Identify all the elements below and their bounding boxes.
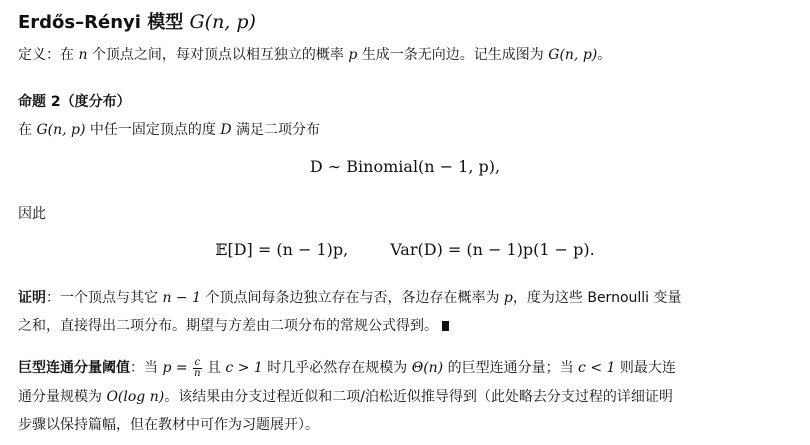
proposition-statement: [18, 119, 320, 139]
giant-cond-2: c < 1: [578, 360, 616, 376]
proposition-graph: G(n, p): [36, 122, 86, 138]
giant-text-5: 则最大连: [619, 360, 676, 376]
title-text: Erdős–Rényi 模型: [18, 12, 184, 33]
proof-text-4: 之和，直接得出二项分布。期望与方差由二项分布的常规公式得到。: [18, 318, 438, 334]
giant-fraction: [193, 358, 201, 379]
binomial-formula: D ∼ Binomial(n − 1, p),: [309, 157, 501, 176]
giant-text-4: 的巨型连通分量；当: [447, 360, 574, 376]
proposition-text-1: 在: [18, 122, 32, 138]
giant-line-3: 步骤以保持篇幅，但在教材中可作为习题展开）。: [18, 417, 319, 433]
proof-expr: n − 1: [162, 290, 202, 306]
proposition-text-2: 中任一固定顶点的度: [89, 122, 216, 138]
definition-text-2: 个顶点之间，每对顶点以相互独立的概率: [91, 47, 344, 63]
title-math: G(n, p): [189, 11, 256, 33]
giant-text-3: 时几乎必然存在规模为: [267, 360, 408, 376]
giant-text-7: 。该结果由分支过程近似和二项/泊松近似推导得到（此处略去分支过程的详细证明: [164, 389, 673, 405]
fraction-denominator: n: [194, 367, 201, 379]
definition-label: 定义：: [18, 47, 60, 63]
proposition-text-3: 满足二项分布: [236, 122, 321, 138]
proof-p: p: [503, 290, 513, 306]
proposition-heading: 命题 2（度分布）: [18, 94, 131, 110]
definition-n: n: [78, 47, 88, 63]
moments-formula: [0, 240, 810, 259]
giant-text-2: 且: [206, 360, 221, 376]
giant-text-6: 通分量规模为: [18, 389, 102, 405]
definition-line: [18, 44, 611, 64]
variance-formula: Var(D) = (n − 1)p(1 − p).: [390, 240, 595, 259]
proof-text-3: ，度为这些 Bernoulli 变量: [512, 290, 682, 306]
expectation-formula: 𝔼[D] = (n − 1)p,: [215, 240, 349, 259]
proof-text-1: ：一个顶点与其它: [46, 290, 158, 306]
giant-bigO: O(log n): [106, 389, 165, 405]
giant-text-1: ：当: [130, 360, 158, 376]
fraction-numerator: c: [194, 356, 201, 368]
giant-cond-1: c > 1: [225, 360, 263, 376]
qed-square-icon: [442, 321, 449, 331]
giant-label: 巨型连通分量阈值: [18, 360, 130, 376]
giant-p-eq: p =: [162, 360, 188, 376]
giant-theta: Θ(n): [411, 360, 444, 376]
page-title: [18, 8, 256, 34]
definition-p: p: [348, 47, 358, 63]
definition-end: 。: [597, 47, 612, 63]
proposition-D: D: [220, 122, 232, 138]
giant-line-2: [18, 386, 673, 406]
proof-text-2: 个顶点间每条边独立存在与否，各边存在概率为: [205, 290, 500, 306]
giant-line-1: [18, 357, 676, 379]
definition-text-1: 在: [60, 47, 74, 63]
proof-line-1: [18, 287, 682, 307]
proof-label: 证明: [18, 290, 46, 306]
definition-text-3: 生成一条无向边。记生成图为: [361, 47, 544, 63]
therefore-text: 因此: [18, 206, 46, 222]
definition-graph: G(n, p): [548, 47, 598, 63]
proof-line-2: [18, 315, 449, 335]
